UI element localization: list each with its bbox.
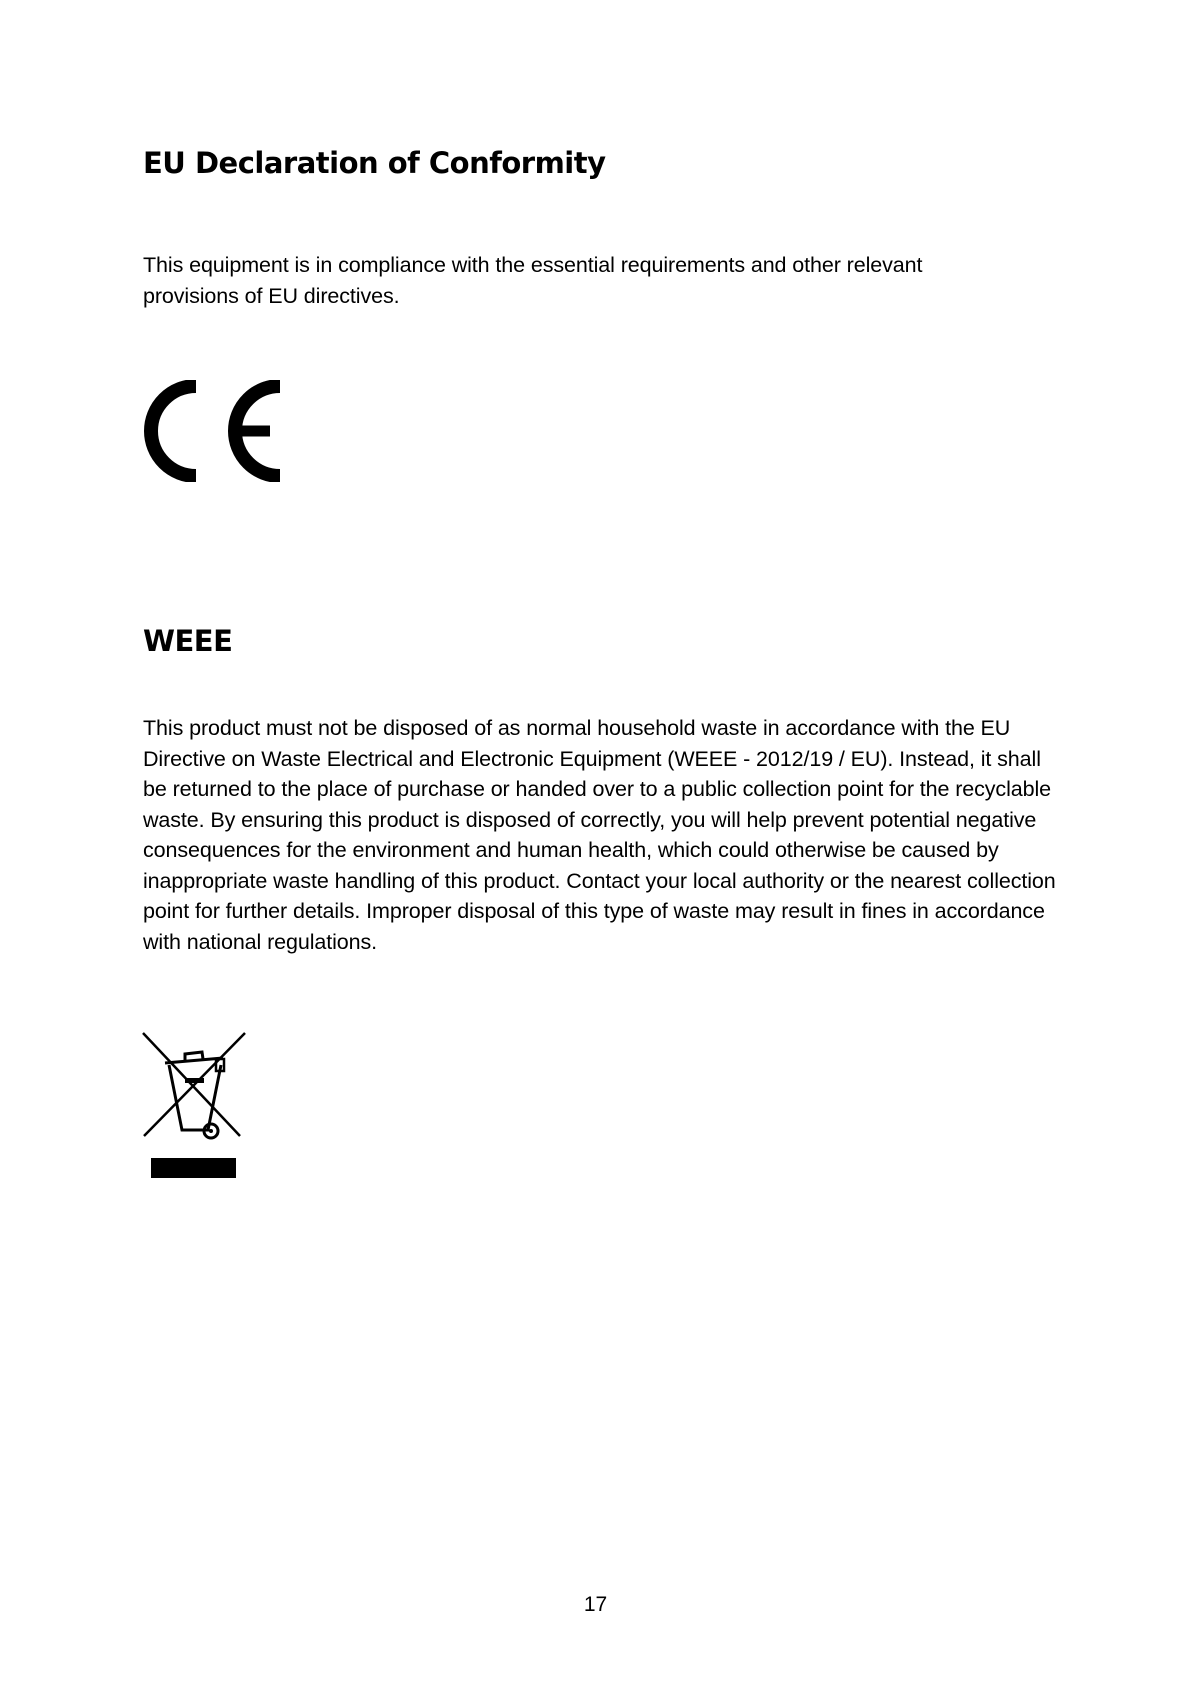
crossed-out-wheelie-bin-icon [140, 1030, 248, 1180]
weee-text: This product must not be disposed of as normal household waste in accordance with the EU Directive on Waste Electrical and Electronic Equipment (WEEE - 2012/19 / EU). Instead, it shall be returned to the place of purchase or handed over to a public collection point for the recyclable waste. By ensuring this product is disposed of correctly, you will help prevent potential negative consequences for the environment and human health, which could otherwise be caused by inappropriate waste handling of this product. Contact your local authority or the nearest collection point for further details. Improper disposal of this type of waste may result in fines in accordance with national regulations. [143, 716, 1056, 954]
weee-heading: WEEE [143, 624, 233, 658]
ce-mark-icon [140, 380, 282, 482]
eu-declaration-heading: EU Declaration of Conformity [143, 146, 606, 180]
eu-declaration-text: This equipment is in compliance with the essential requirements and other relevant provisions of EU directives. [143, 253, 923, 308]
page-number: 17 [583, 1593, 608, 1616]
